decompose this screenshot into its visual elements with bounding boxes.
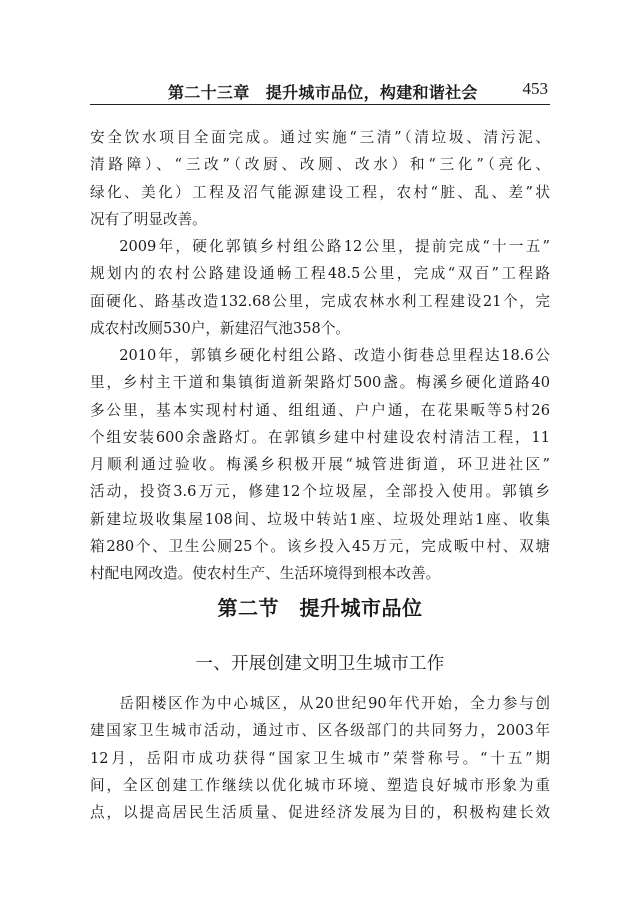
text-line: 12月，岳阳市成功获得“国家卫生城市”荣誉称号。“十五”期 [90, 749, 550, 767]
subsection-title: 一、开展创建文明卫生城市工作 [195, 654, 445, 674]
text-line: 点，以提高居民生活质量、促进经济发展为目的，积极构建长效 [90, 804, 550, 822]
text-line: 村配电网改造。使农村生产、生活环境得到根本改善。 [90, 565, 441, 583]
body-paragraph-3 [90, 342, 550, 588]
text-line: 2010年，郭镇乡硬化村组公路、改造小街巷总里程达18.6公 [119, 347, 550, 364]
section-title: 第二节 提升城市品位 [217, 596, 423, 620]
text-line: 间，全区创建工作继续以优化城市环境、塑造良好城市形象为重 [90, 776, 550, 794]
text-line: 清路障）、“三改”（改厨、改厕、改水）和“三化”（亮化、 [90, 156, 550, 174]
text-line: 2009年，硬化郭镇乡村组公路12公里，提前完成“十一五” [119, 238, 550, 255]
text-line: 绿化、美化）工程及沼气能源建设工程，农村“脏、乱、差”状 [90, 183, 550, 201]
text-line: 新建垃圾收集屋108间、垃圾中转站1座、垃圾处理站1座、收集 [90, 510, 550, 528]
body-paragraph-4 [90, 690, 550, 826]
text-line: 箱280个、卫生公厕25个。该乡投入45万元，完成畈中村、双塘 [90, 538, 550, 556]
chapter-title: 第二十三章 提升城市品位，构建和谐社会 [168, 83, 478, 102]
text-line: 况有了明显改善。 [90, 210, 207, 228]
text-line: 建国家卫生城市活动，通过市、区各级部门的共同努力，2003年 [90, 722, 550, 740]
text-line: 岳阳楼区作为中心城区，从20世纪90年代开始，全力参与创 [119, 695, 550, 712]
running-header [90, 78, 550, 105]
text-line: 安全饮水项目全面完成。通过实施“三清”（清垃圾、清污泥、 [90, 129, 550, 146]
text-line: 个组安装600余盏路灯。在郭镇乡建中村建设农村清洁工程，11 [90, 428, 550, 446]
text-line: 月顺利通过验收。梅溪乡积极开展“城管进街道，环卫进社区” [90, 456, 550, 474]
text-line: 成农村改厕530户，新建沼气池358个。 [90, 319, 351, 337]
text-line: 规划内的农村公路建设通畅工程48.5公里，完成“双百”工程路 [90, 265, 550, 283]
text-line: 活动，投资3.6万元，修建12个垃圾屋，全部投入使用。郭镇乡 [90, 483, 550, 501]
body-paragraph-1 [90, 124, 550, 233]
body-paragraph-2 [90, 233, 550, 342]
page-number: 453 [522, 79, 548, 98]
text-line: 多公里，基本实现村村通、组组通、户户通，在花果畈等5村26 [90, 401, 550, 419]
text-line: 里，乡村主干道和集镇街道新架路灯500盏。梅溪乡硬化道路40 [90, 374, 550, 392]
text-line: 面硬化、路基改造132.68公里，完成农林水利工程建设21个，完 [90, 292, 550, 310]
